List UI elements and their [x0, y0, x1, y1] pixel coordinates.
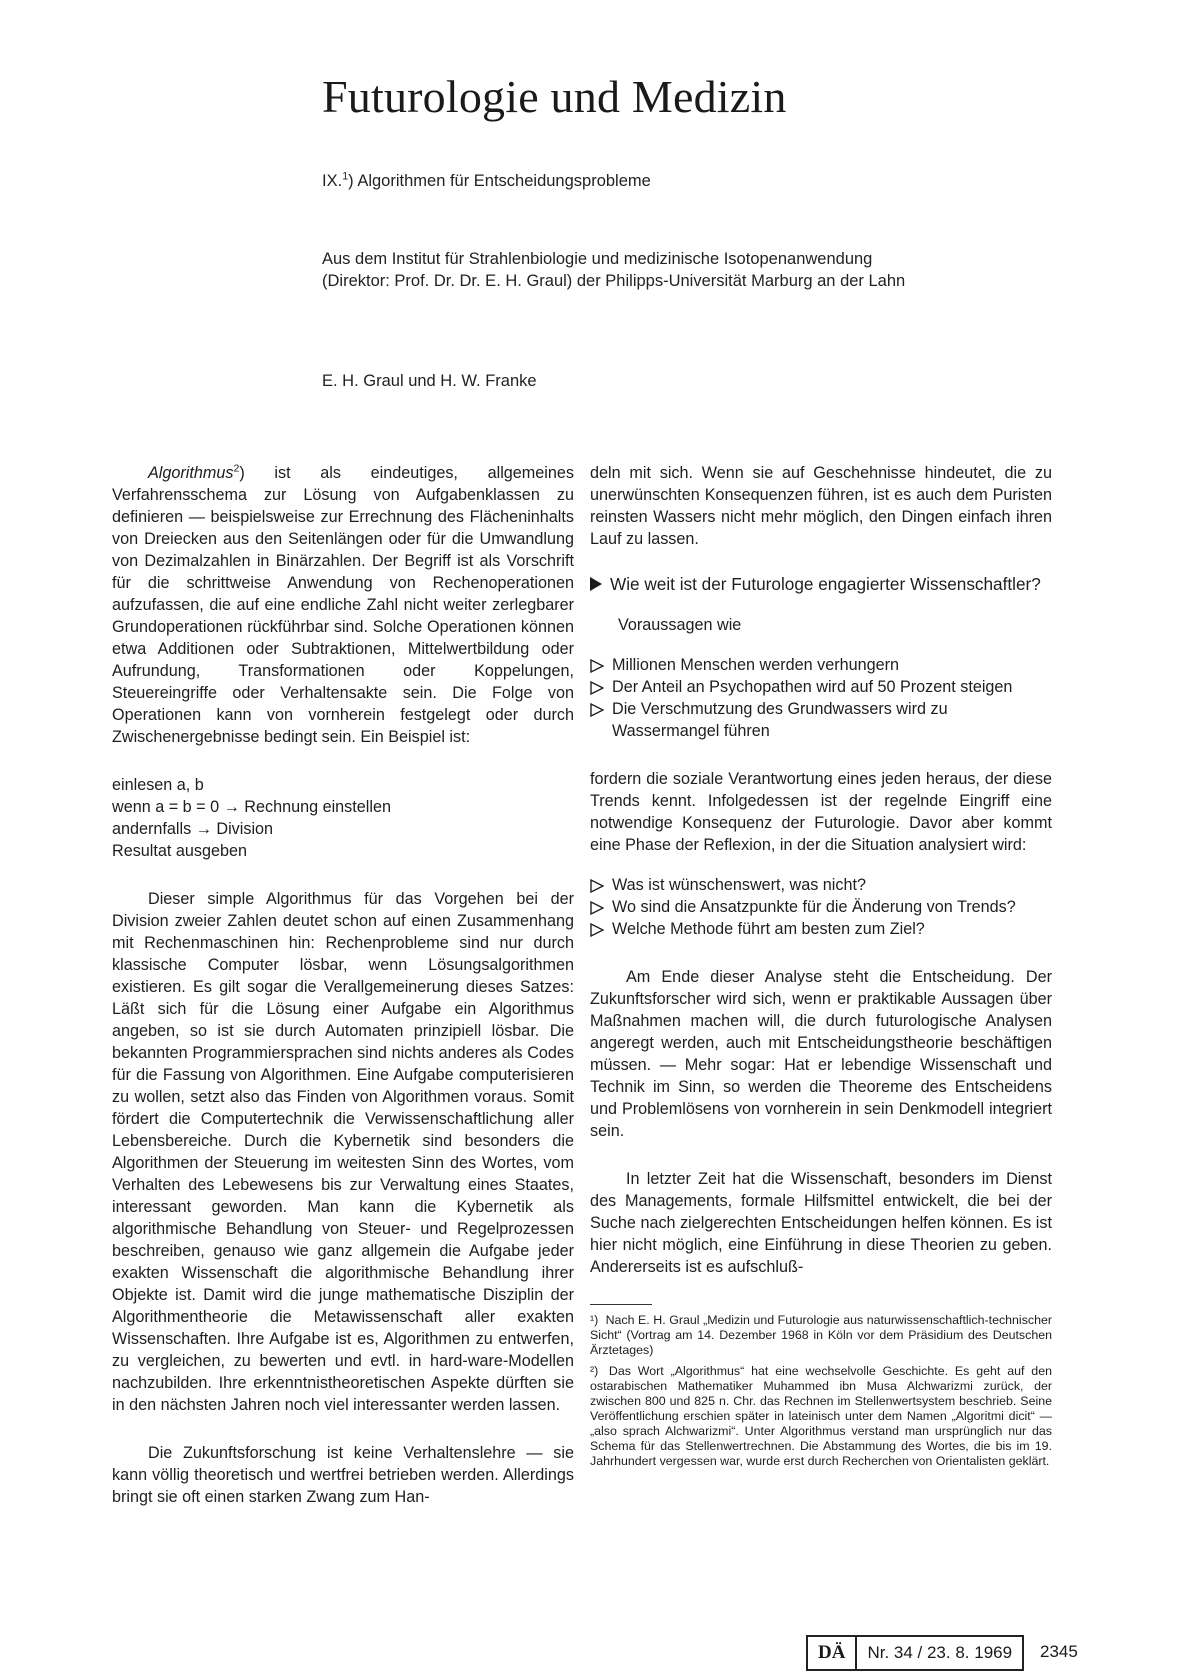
subtitle-prefix: IX. [322, 172, 343, 190]
footnote-text: Das Wort „Algorithmus“ hat eine wechselvolle Geschichte. Es geht auf den ostarabischen Mathematiker Muhammed ibn Musa Alchwarizmi zurück, der zwischen 800 und 825 n. Chr. das Rechnen im Stellenwertsystem beschrieb. Seine Veröffentlichung erschien später in lateinisch unter dem Namen „Algoritmi dicit“ — „also sprach Alchwarizmi“. Unter Algorithmus verstand man ursprünglich nur das Schema für das Stellenwertrechnen. Die Abstammung des Wortes, die bis im 19. Jahrhundert vergessen war, wurde erst durch Recherchen von Orientalisten geklärt. [590, 1364, 1052, 1468]
algorithm-step: Resultat ausgeben [112, 842, 247, 860]
list-item [590, 918, 1052, 940]
section-question [590, 572, 1052, 596]
paragraph-text: ) ist als eindeutiges, allgemeines Verfahrensschema zur Lösung von Aufgabenklassen zu definieren — beispielsweise zur Errechnung des Flächeninhalts von Dreiecken aus den Seitenlängen oder für die Umwandlung von Dezimalzahlen in Binärzahlen. Der Begriff ist als Vorschrift für die schrittweise Anwendung von Rechenoperationen aufzufassen, die auf eine endliche Zahl nicht weiter zerlegbarer Grundoperationen rückführbar sind. Solche Operationen können etwa Additionen oder Subtraktionen, Mittelwertbildung oder Aufrundung, Transformationen oder Koppelungen, Steuereingriffe oder Verhaltensakte sein. Die Folge von Operationen kann von vornherein festgelegt oder durch Zwischenergebnisse bedingt sein. Ein Beispiel ist: [112, 464, 574, 746]
list-item [590, 896, 1052, 918]
list-item-text: Millionen Menschen werden verhungern [612, 656, 900, 674]
right-column [590, 462, 1052, 1475]
paragraph [112, 462, 574, 748]
list-item-text: Welche Methode führt am besten zum Ziel? [612, 920, 925, 938]
solid-triangle-icon [590, 577, 602, 591]
journal-logo: DÄ [808, 1637, 857, 1669]
paragraph: deln mit sich. Wenn sie auf Geschehnisse hindeutet, die zu unerwünschten Konsequenzen führen, ist es auch dem Puristen reinsten Wassers nicht mehr möglich, den Dingen einfach ihren Lauf zu lassen. [590, 464, 1052, 548]
question-text: Wie weit ist der Futurologe engagierter Wissenschaftler? [610, 574, 1041, 594]
institute-line: (Direktor: Prof. Dr. Dr. E. H. Graul) der Philipps-Universität Marburg an der Lahn [322, 272, 906, 290]
outline-triangle-icon [590, 896, 612, 918]
footnote [590, 1364, 1052, 1469]
footnote-divider [590, 1304, 652, 1305]
list-item [590, 654, 1052, 676]
prediction-list [590, 654, 1052, 742]
list-item-text: Die Verschmutzung des Grundwassers wird zu Wassermangel führen [612, 700, 948, 740]
list-item [590, 874, 1052, 896]
paragraph: fordern die soziale Verantwortung eines jeden heraus, der diese Trends kennt. Infolgedessen ist der regelnde Eingriff eine notwendige Konsequenz der Futurologie. Davor aber kommt eine Phase der Reflexion, in der die Situation analysiert wird: [590, 770, 1052, 854]
footnote [590, 1313, 1052, 1358]
algorithm-example [112, 774, 574, 862]
footnote-mark: ²) [590, 1364, 599, 1378]
page-number: 2345 [1040, 1642, 1078, 1661]
footnote-ref: 2 [233, 462, 240, 475]
article-title: Futurologie und Medizin [322, 71, 787, 122]
institute-line: Aus dem Institut für Strahlenbiologie und medizinische Isotopenanwendung [322, 250, 873, 268]
paragraph: In letzter Zeit hat die Wissenschaft, besonders im Dienst des Managements, formale Hilfsmittel entwickelt, die bei der Suche nach zielgerechten Entscheidungen helfen können. Es ist hier nicht möglich, eine Einführung in diese Theorien zu geben. Andererseits ist es aufschluß- [590, 1170, 1052, 1276]
outline-triangle-icon [590, 698, 612, 720]
algorithm-step: einlesen a, b [112, 776, 204, 794]
outline-triangle-icon [590, 918, 612, 940]
article-subtitle [322, 170, 651, 192]
algorithm-step: wenn a = b = 0 → Rechnung einstellen [112, 798, 391, 816]
algorithm-step: andernfalls → Division [112, 820, 274, 838]
reflection-list [590, 874, 1052, 940]
institute-affiliation [322, 248, 905, 292]
list-item-text: Wo sind die Ansatzpunkte für die Änderung von Trends? [612, 898, 1016, 916]
journal-issue-box [806, 1635, 1024, 1671]
subtitle-text: ) Algorithmen für Entscheidungsprobleme [348, 172, 651, 190]
outline-triangle-icon [590, 676, 612, 698]
issue-info: Nr. 34 / 23. 8. 1969 [867, 1643, 1013, 1662]
paragraph: Am Ende dieser Analyse steht die Entscheidung. Der Zukunftsforscher wird sich, wenn er praktikable Aussagen über Maßnahmen machen will, die durch futurologische Analysen angeregt werden, auch mit Entscheidungstheorie beschäftigen müssen. — Mehr sogar: Hat er lebendige Wissenschaft und Technik im Sinn, so werden die Theoreme des Entscheidens und Problemlösens von vornherein in sein Denkmodell integriert sein. [590, 968, 1052, 1140]
footnote-mark: ¹) [590, 1313, 599, 1327]
authors: E. H. Graul und H. W. Franke [322, 372, 537, 390]
list-item [590, 676, 1052, 698]
paragraph: Die Zukunftsforschung ist keine Verhaltenslehre — sie kann völlig theoretisch und wertfrei betrieben werden. Allerdings bringt sie oft einen starken Zwang zum Han- [112, 1444, 574, 1506]
list-item-text: Der Anteil an Psychopathen wird auf 50 Prozent steigen [612, 678, 1013, 696]
list-item [590, 698, 1052, 742]
outline-triangle-icon [590, 654, 612, 676]
outline-triangle-icon [590, 874, 612, 896]
paragraph: Dieser simple Algorithmus für das Vorgehen bei der Division zweier Zahlen deutet schon auf einen Zusammenhang mit Rechenmaschinen hin: Rechenprobleme sind nur durch klassische Computer lösbar, wenn Lösungsalgorithmen existieren. Es gilt sogar die Verallgemeinerung dieses Satzes: Läßt sich für die Lösung einer Aufgabe ein Algorithmus angeben, so ist sie durch Automaten prinzipiell lösbar. Die bekannten Programmiersprachen sind nichts anderes als Codes für die Fassung von Algorithmen. Eine Aufgabe computerisieren zu wollen, setzt also das Finden von Algorithmen voraus. Somit fördert die Computertechnik die Verwissenschaftlichung aller Lebensbereiche. Durch die Kybernetik sind besonders die Algorithmen der Steuerung im weitesten Sinn des Wortes, vom Verhalten des Lebewesens bis zur Verwaltung eines Staates, interessant geworden. Man kann die Kybernetik als algorithmische Behandlung von Steuer- und Regelprozessen beschreiben, genauso wie ganz allgemein die Aufgabe jeder exakten Wissenschaft die algorithmische Behandlung ihrer Objekte ist. Damit wird die junge mathematische Disziplin der Algorithmentheorie die Metawissenschaft aller exakten Wissenschaften. Ihre Aufgabe ist es, Algorithmen zu entwerfen, zu vergleichen, zu bewerten und evtl. in hard-ware-Modellen nachzubilden. Ihre erkenntnistheoretischen Aspekte dürften sie in den nächsten Jahren noch viel interessanter werden lassen. [112, 890, 574, 1414]
footnote-text: Nach E. H. Graul „Medizin und Futurologie aus naturwissenschaftlich-technischer Sicht“ (Vortrag am 14. Dezember 1968 in Köln vor dem Präsidium des Deutschen Ärztetages) [590, 1313, 1052, 1357]
list-lead: Voraussagen wie [618, 616, 742, 634]
left-column [112, 462, 574, 1508]
footnote-ref: 1 [342, 170, 349, 183]
list-item-text: Was ist wünschenswert, was nicht? [612, 876, 866, 894]
term-algorithmus: Algorithmus [148, 464, 234, 482]
